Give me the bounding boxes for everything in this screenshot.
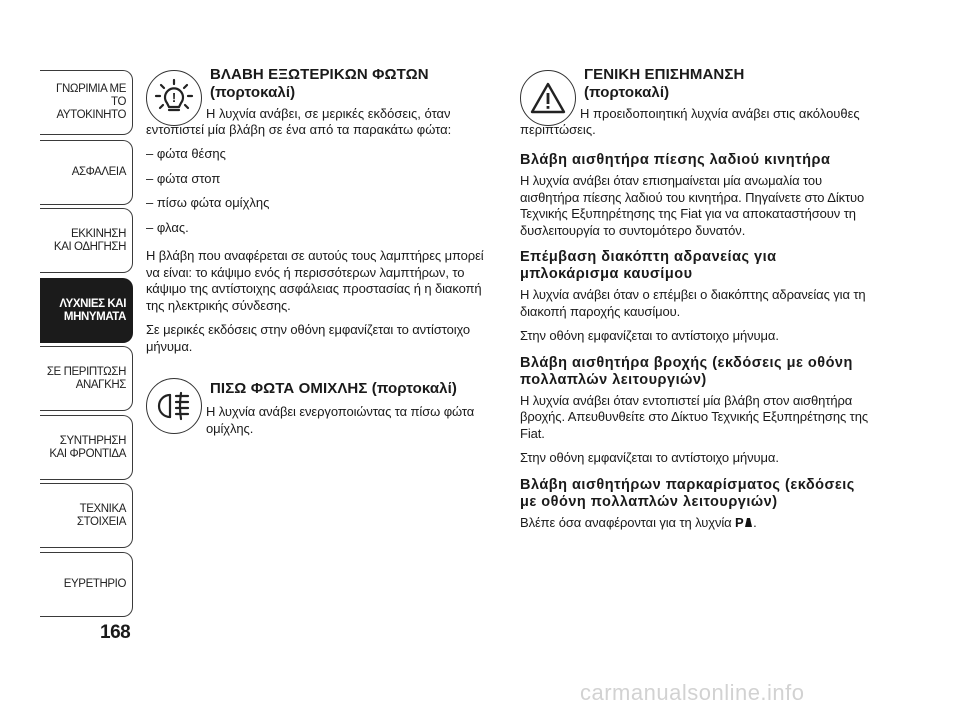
tab-safety[interactable]: ΑΣΦΑΛΕΙΑ bbox=[40, 140, 133, 205]
warning-triangle-icon bbox=[520, 70, 576, 126]
title-line: (πορτοκαλί) bbox=[584, 84, 670, 101]
tab-emergency[interactable]: ΣΕ ΠΕΡΙΠΤΩΣΗ ΑΝΑΓΚΗΣ bbox=[40, 346, 133, 411]
tab-getting-to-know[interactable]: ΓΝΩΡΙΜΙΑ ΜΕ ΤΟ ΑΥΤΟΚΙΝΗΤΟ bbox=[40, 70, 133, 135]
left-column bbox=[146, 66, 492, 436]
page-number: 168 bbox=[100, 622, 131, 643]
subsection-title: Επέμβαση διακόπτη αδρανείας για μπλοκάρισμα καυσίμου bbox=[520, 249, 777, 282]
list-item: – πίσω φώτα ομίχλης bbox=[146, 195, 270, 210]
list-item: – φλας. bbox=[146, 219, 189, 235]
list-item: – φώτα στοπ bbox=[146, 170, 221, 186]
paragraph: Η λυχνία ανάβει όταν εντοπιστεί μία βλάβη στον αισθητήρα βροχής. Απευθυνθείτε στο Δίκτυο Τεχνικής Εξυπηρέτησης της Fiat. bbox=[520, 392, 868, 441]
watermark: carmanualsonline.info bbox=[580, 680, 805, 705]
title-line: ΒΛΑΒΗ ΕΞΩΤΕΡΙΚΩΝ ΦΩΤΩΝ bbox=[210, 66, 429, 83]
lights-list bbox=[146, 142, 492, 240]
paragraph: Στην οθόνη εμφανίζεται το αντίστοιχο μήνυμα. bbox=[520, 450, 779, 465]
paragraph-text: Βλέπε όσα αναφέρονται για τη λυχνία bbox=[520, 514, 732, 530]
title-line: ΓΕΝΙΚΗ ΕΠΙΣΗΜΑΝΣΗ bbox=[584, 66, 745, 83]
general-warning-header bbox=[520, 66, 872, 138]
paragraph: Στην οθόνη εμφανίζεται το αντίστοιχο μήνυμα. bbox=[520, 328, 779, 343]
tab-maintenance[interactable]: ΣΥΝΤΗΡΗΣΗ ΚΑΙ ΦΡΟΝΤΙΔΑ bbox=[40, 415, 133, 480]
right-column bbox=[520, 66, 872, 540]
tab-technical-data[interactable]: ΤΕΧΝΙΚΑ ΣΤΟΙΧΕΙΑ bbox=[40, 483, 133, 548]
paragraph: Η βλάβη που αναφέρεται σε αυτούς τους λαμπτήρες μπορεί να είναι: το κάψιμο ενός ή περισσότερων λαμπτήρων, το κάψιμο της αντίστοιχης ασφάλειας προστασίας ή η διακοπή της ηλεκτρικής σύνδεσης. bbox=[146, 248, 484, 313]
paragraph: Η λυχνία ανάβει ενεργοποιώντας τα πίσω φώτα ομίχλης. bbox=[206, 404, 475, 436]
svg-text:!: ! bbox=[171, 90, 177, 105]
exterior-lights-section bbox=[146, 66, 492, 355]
section-title: ΠΙΣΩ ΦΩΤΑ ΟΜΙΧΛΗΣ (πορτοκαλί) bbox=[210, 380, 457, 397]
tab-starting-driving[interactable]: ΕΚΚΙΝΗΣΗ ΚΑΙ ΟΔΗΓΗΣΗ bbox=[40, 208, 133, 273]
intro-line: εντοπιστεί μία βλάβη σε ένα από τα παρακάτω φώτα: bbox=[146, 122, 452, 137]
intro-line: Η λυχνία ανάβει, σε μερικές εκδόσεις, όταν bbox=[206, 106, 451, 121]
tab-index[interactable]: ΕΥΡΕΤΗΡΙΟ bbox=[40, 552, 133, 617]
subsection-title: Βλάβη αισθητήρων παρκαρίσματος (εκδόσεις με οθόνη πολλαπλών λειτουργιών) bbox=[520, 476, 855, 510]
intro-line: Η προειδοποιητική λυχνία ανάβει στις ακόλουθες bbox=[580, 106, 860, 121]
paragraph: Η λυχνία ανάβει όταν ο επέμβει ο διακόπτης αδρανείας για τη διακοπή παροχής καυσίμου. bbox=[520, 287, 866, 319]
subsection-title: Βλάβη αισθητήρα πίεσης λαδιού κινητήρα bbox=[520, 152, 831, 168]
intro-line: περιπτώσεις. bbox=[520, 122, 596, 137]
paragraph-suffix: . bbox=[753, 514, 757, 530]
tab-warning-lights[interactable]: ΛΥΧΝΙΕΣ ΚΑΙ ΜΗΝΥΜΑΤΑ bbox=[40, 278, 133, 343]
rear-fog-light-icon bbox=[146, 378, 202, 434]
subsection-title: Βλάβη αισθητήρα βροχής (εκδόσεις με οθόνη πολλαπλών λειτουργιών) bbox=[520, 354, 853, 388]
list-item: – φώτα θέσης bbox=[146, 146, 226, 161]
paragraph: Σε μερικές εκδόσεις στην οθόνη εμφανίζεται το αντίστοιχο μήνυμα. bbox=[146, 322, 471, 354]
paragraph: Η λυχνία ανάβει όταν επισημαίνεται μία ανωμαλία του αισθητήρα πίεσης λαδιού του κινητήρα. Πηγαίνετε στο Δίκτυο Τεχνικής Εξυπηρέτησης της Fiat για να αποκαταστήσουν τη δυσλειτουργία το συντομότερο δυνατόν. bbox=[520, 173, 865, 238]
paragraph bbox=[520, 515, 872, 533]
parking-sensor-icon bbox=[735, 515, 753, 533]
bulb-failure-icon bbox=[146, 70, 202, 126]
title-line: (πορτοκαλί) bbox=[210, 84, 296, 101]
rear-fog-section bbox=[146, 376, 492, 445]
svg-text:P: P bbox=[735, 514, 744, 528]
